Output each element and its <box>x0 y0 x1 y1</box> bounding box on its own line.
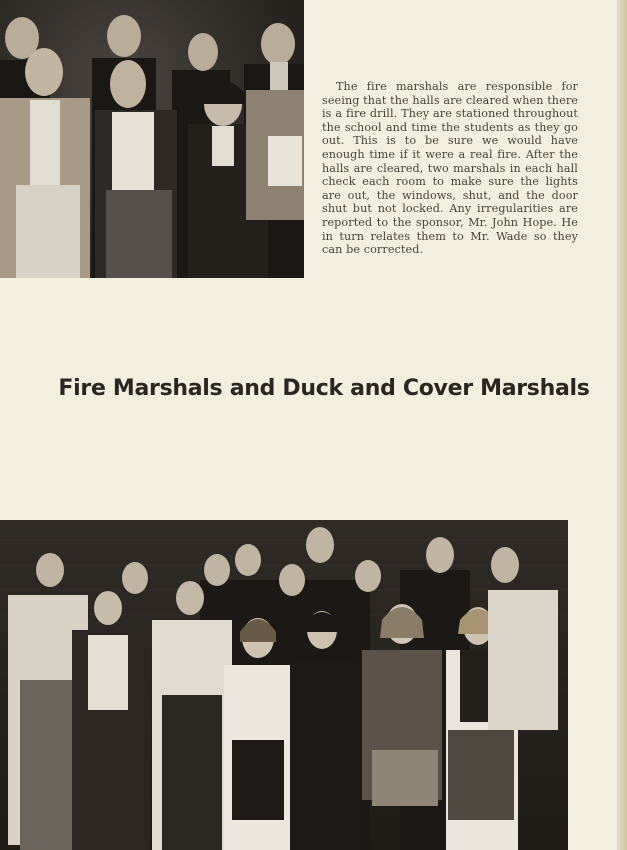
duck-and-cover-marshals-group-photo <box>0 520 568 850</box>
page-edge <box>617 0 627 850</box>
article-paragraph: The fire marshals are responsible for seeing that the halls are cleared when there is a fire drill. They are stationed throughout the school and time the students as they go out. This is to be sure we would have enough time if it were a real fire. After the halls are cleared, two marshals in each hall check each room to make sure the lights are out, the windows, shut, and the door shut but not locked. Any irregularities are reported to the sponsor, Mr. John Hope. He in turn relates them to Mr. Wade so they can be corrected. <box>322 80 578 257</box>
page-heading: Fire Marshals and Duck and Cover Marshals <box>58 376 590 401</box>
article-text <box>322 80 578 257</box>
fire-marshals-group-photo <box>0 0 304 278</box>
